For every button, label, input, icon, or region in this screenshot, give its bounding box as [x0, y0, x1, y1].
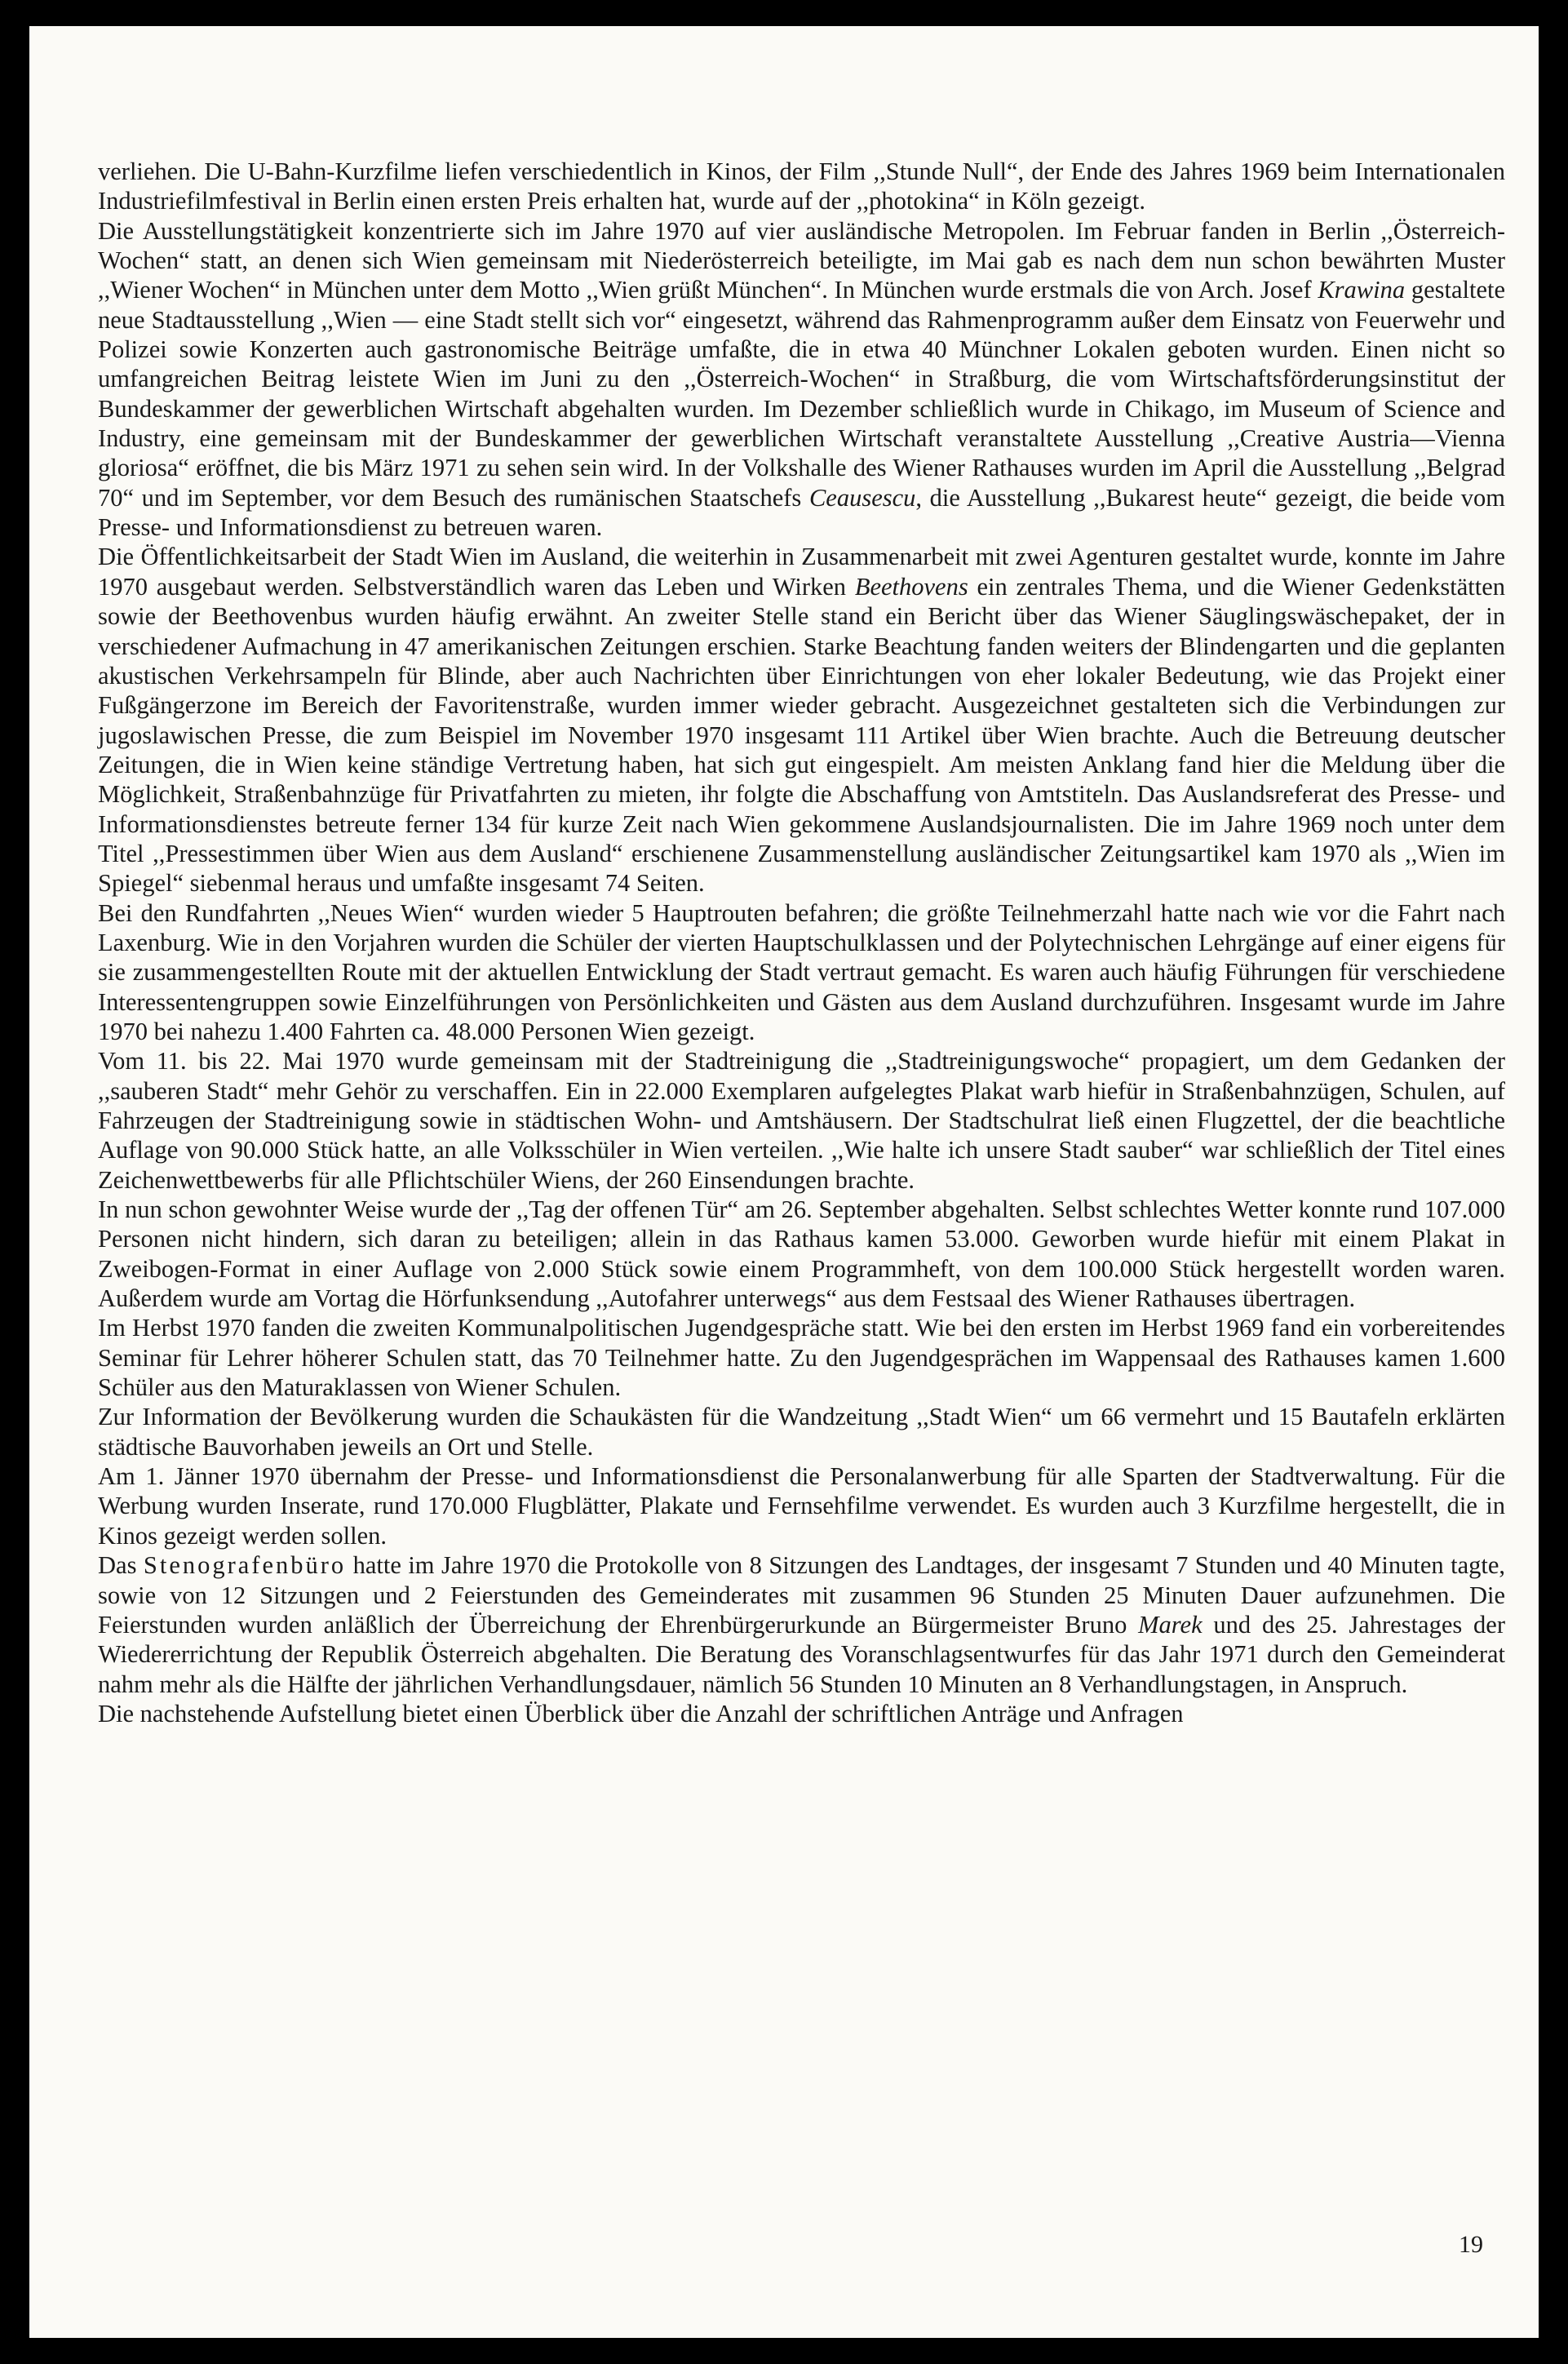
paragraph-5: Vom 11. bis 22. Mai 1970 wurde gemeinsam mit der Stadtreinigung die ,,Stadtreinigungswoche“ propagiert, um dem Gedanken der ,,sauberen Stadt“ mehr Gehör zu verschaffen. Ein in 22.000 Exemplaren aufgelegtes Plakat warb hiefür in Straßenbahnzügen, Schulen, auf Fahrzeugen der Stadtreinigung sowie in städtischen Wohn- und Amtshäusern. Der Stadtschulrat ließ einen Flugzettel, der die beachtliche Auflage von 90.000 Stück hatte, an alle Volksschüler in Wien verteilen. ,,Wie halte ich unsere Stadt sauber“ war schließlich der Titel eines Zeichenwettbewerbs für alle Pflichtschüler Wiens, der 260 Einsendungen brachte.: [98, 1047, 1505, 1194]
name-krawina: Krawina: [1318, 276, 1406, 304]
paragraph-9: Am 1. Jänner 1970 übernahm der Presse- und Informationsdienst die Personalanwerbung für alle Sparten der Stadtverwaltung. Für die Werbung wurden Inserate, rund 170.000 Flugblätter, Plakate und Fernsehfilme verwendet. Es wurden auch 3 Kurzfilme hergestellt, die in Kinos gezeigt werden sollen.: [98, 1462, 1505, 1550]
name-marek: Marek: [1138, 1610, 1203, 1639]
paragraph-10: Das Stenografenbüro hatte im Jahre 1970 die Protokolle von 8 Sitzungen des Landtages, der insgesamt 7 Stunden und 40 Minuten tagte, sowie von 12 Sitzungen und 2 Feierstunden des Gemeinderates mit zusammen 96 Stunden 25 Minuten Dauer aufzunehmen. Die Feierstunden wurden anläßlich der Überreichung der Ehrenbürgerurkunde an Bürgermeister Bruno Marek und des 25. Jahrestages der Wiedererrichtung der Republik Österreich abgehalten. Die Beratung des Voranschlagsentwurfes für das Jahr 1971 durch den Gemeinderat nahm mehr als die Hälfte der jährlichen Verhandlungsdauer, nämlich 56 Stunden 10 Minuten an 8 Verhandlungstagen, in Anspruch.: [98, 1551, 1506, 1698]
name-ceausescu: Ceausescu: [808, 483, 916, 512]
section-heading-stenografenbuero: Stenografenbüro: [143, 1551, 347, 1580]
body-text: [98, 157, 1505, 1728]
paragraph-4: Bei den Rundfahrten ,,Neues Wien“ wurden wieder 5 Hauptrouten befahren; die größte Teilnehmerzahl hatte nach wie vor die Fahrt nach Laxenburg. Wie in den Vorjahren wurden die Schüler der vierten Hauptschulklassen und der Polytechnischen Lehrgänge auf einer eigens für sie zusammengestellten Route mit der aktuellen Entwicklung der Stadt vertraut gemacht. Es waren auch häufig Führungen für verschiedene Interessentengruppen sowie Einzelführungen von Persönlichkeiten und Gästen aus dem Ausland durchzuführen. Insgesamt wurde im Jahre 1970 bei nahezu 1.400 Fahrten ca. 48.000 Personen Wien gezeigt.: [98, 898, 1505, 1045]
document-page: [29, 26, 1539, 2338]
paragraph-2: Die Ausstellungstätigkeit konzentrierte sich im Jahre 1970 auf vier ausländische Metropolen. Im Februar fanden in Berlin ,,Österreich-Wochen“ statt, an denen sich Wien gemeinsam mit Niederösterreich beteiligte, im Mai gab es nach dem nun schon bewährten Muster ,,Wiener Wochen“ in München unter dem Motto ,,Wien grüßt München“. In München wurde erstmals die von Arch. Josef Krawina gestaltete neue Stadtausstellung ,,Wien — eine Stadt stellt sich vor“ eingesetzt, während das Rahmenprogramm außer dem Einsatz von Feuerwehr und Polizei sowie Konzerten auch gastronomische Beiträge umfaßte, die in etwa 40 Münchner Lokalen geboten wurden. Einen nicht so umfangreichen Beitrag leistete Wien im Juni zu den ,,Österreich-Wochen“ in Straßburg, die vom Wirtschaftsförderungsinstitut der Bundeskammer der gewerblichen Wirtschaft abgehalten wurden. Im Dezember schließlich wurde in Chikago, im Museum of Science and Industry, eine gemeinsam mit der Bundeskammer der gewerblichen Wirtschaft veranstaltete Ausstellung ,,Creative Austria—Vienna gloriosa“ eröffnet, die bis März 1971 zu sehen sein wird. In der Volkshalle des Wiener Rathauses wurden im April die Ausstellung ,,Belgrad 70“ und im September, vor dem Besuch des rumänischen Staatschefs Ceausescu, die Ausstellung ,,Bukarest heute“ gezeigt, die beide vom Presse- und Informationsdienst zu betreuen waren.: [98, 216, 1505, 542]
paragraph-6: In nun schon gewohnter Weise wurde der ,,Tag der offenen Tür“ am 26. September abgehalten. Selbst schlechtes Wetter konnte rund 107.000 Personen nicht hindern, sich daran zu beteiligen; allein in das Rathaus kamen 53.000. Geworben wurde hiefür mit einem Plakat in Zweibogen-Format in einer Auflage von 2.000 Stück sowie einem Programmheft, von dem 100.000 Stück hergestellt worden waren. Außerdem wurde am Vortag die Hörfunksendung ,,Autofahrer unterwegs“ aus dem Festsaal des Wiener Rathauses übertragen.: [98, 1195, 1505, 1313]
page-number: 19: [1459, 2231, 1483, 2258]
paragraph-8: Zur Information der Bevölkerung wurden die Schaukästen für die Wandzeitung ,,Stadt Wien“ um 66 vermehrt und 15 Bautafeln erklärten städtische Bauvorhaben jeweils an Ort und Stelle.: [98, 1403, 1505, 1461]
paragraph-11: Die nachstehende Aufstellung bietet einen Überblick über die Anzahl der schriftlichen Anträge und Anfragen: [98, 1699, 1184, 1728]
paragraph-3: Die Öffentlichkeitsarbeit der Stadt Wien im Ausland, die weiterhin in Zusammenarbeit mit zwei Agenturen gestaltet wurde, konnte im Jahre 1970 ausgebaut werden. Selbstverständlich waren das Leben und Wirken Beethovens ein zentrales Thema, und die Wiener Gedenkstätten sowie der Beethovenbus wurden häufig erwähnt. An zweiter Stelle stand ein Bericht über das Wiener Säuglingswäschepaket, der in verschiedener Aufmachung in 47 amerikanischen Zeitungen erschien. Starke Beachtung fanden weiters der Blindengarten und die geplanten akustischen Verkehrsampeln für Blinde, aber auch Nachrichten über Einrichtungen von eher lokaler Bedeutung, wie das Projekt einer Fußgängerzone im Bereich der Favoritenstraße, wurden immer wieder gebracht. Ausgezeichnet gestalteten sich die Verbindungen zur jugoslawischen Presse, die zum Beispiel im November 1970 insgesamt 111 Artikel über Wien brachte. Auch die Betreuung deutscher Zeitungen, die in Wien keine ständige Vertretung haben, hat sich gut eingespielt. Am meisten Anklang fand hier die Meldung über die Möglichkeit, Straßenbahnzüge für Privatfahrten zu mieten, ihr folgte die Abschaffung von Amtstiteln. Das Auslandsreferat des Presse- und Informationsdienstes betreute ferner 134 für kurze Zeit nach Wien gekommene Auslandsjournalisten. Die im Jahre 1969 noch unter dem Titel ,,Pressestimmen über Wien aus dem Ausland“ erschienene Zusammenstellung ausländischer Zeitungsartikel kam 1970 als ,,Wien im Spiegel“ siebenmal heraus und umfaßte insgesamt 74 Seiten.: [98, 543, 1505, 898]
paragraph-1: verliehen. Die U-Bahn-Kurzfilme liefen verschiedentlich in Kinos, der Film ,,Stunde Null“, der Ende des Jahres 1969 beim Internationalen Industriefilmfestival in Berlin einen ersten Preis erhalten hat, wurde auf der ,,photokina“ in Köln gezeigt.: [98, 157, 1505, 215]
name-beethovens: Beethovens: [854, 572, 968, 601]
paragraph-7: Im Herbst 1970 fanden die zweiten Kommunalpolitischen Jugendgespräche statt. Wie bei den ersten im Herbst 1969 fand ein vorbereitendes Seminar für Lehrer höherer Schulen statt, das 70 Teilnehmer hatte. Zu den Jugendgesprächen im Wappensaal des Rathauses kamen 1.600 Schüler aus den Maturaklassen von Wiener Schulen.: [98, 1314, 1505, 1402]
